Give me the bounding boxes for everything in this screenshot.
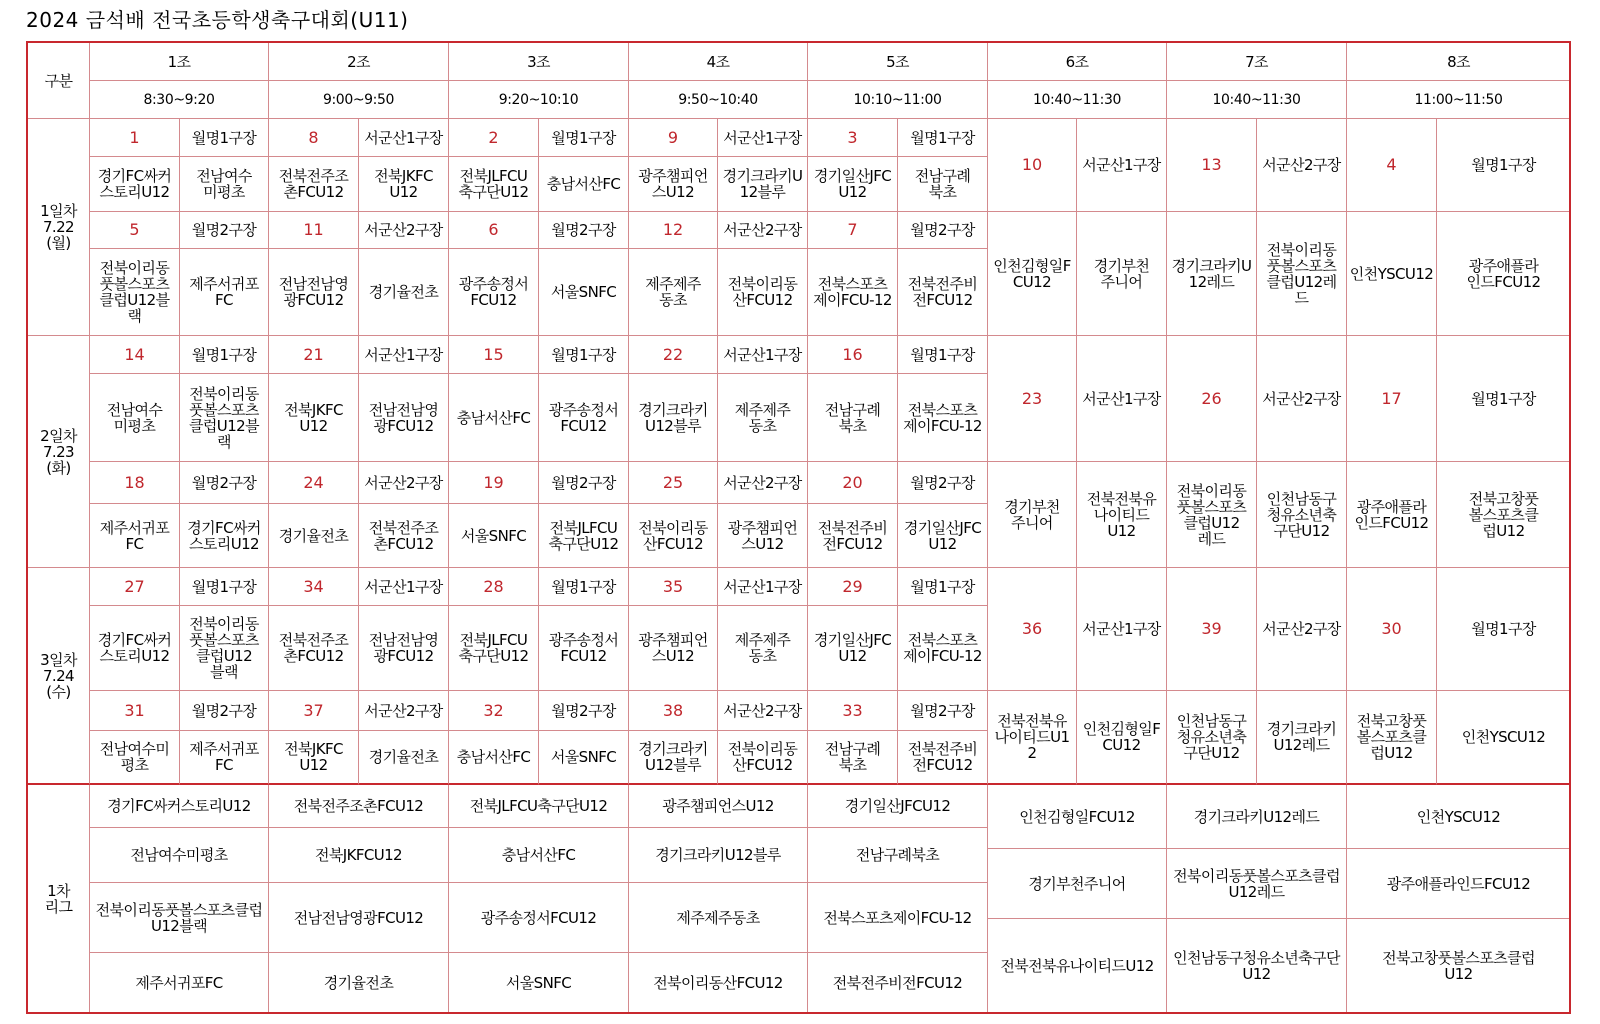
match-number: 22 <box>629 336 718 374</box>
match-number: 13 <box>1167 119 1257 212</box>
home-team: 전남구례 북초 <box>808 731 898 785</box>
away-team: 광주챔피언 스U12 <box>718 504 808 568</box>
league-team: 경기율전초 <box>269 953 449 1014</box>
away-team: 전북이리동 풋볼스포츠 클럽U12레 드 <box>1257 212 1347 336</box>
league-team: 경기FC싸커스토리U12 <box>90 785 269 828</box>
match-venue: 월명1구장 <box>1437 119 1571 212</box>
match-venue: 월명2구장 <box>898 212 988 249</box>
league-team: 인천남동구청유소년축구단 U12 <box>1167 919 1347 1014</box>
page-title: 2024 금석배 전국초등학생축구대회(U11) <box>26 8 409 32</box>
league-team: 전남구례북초 <box>808 828 988 883</box>
home-team: 전남여수 미평초 <box>90 374 180 462</box>
home-team: 경기크라키U 12레드 <box>1167 212 1257 336</box>
home-team: 제주서귀포 FC <box>90 504 180 568</box>
home-team: 전북전주비 전FCU12 <box>808 504 898 568</box>
time-slot: 11:00~11:50 <box>1347 81 1571 119</box>
match-venue: 월명1구장 <box>539 119 629 157</box>
away-team: 전북JLFCU 축구단U12 <box>539 504 629 568</box>
home-team: 광주챔피언 스U12 <box>629 606 718 691</box>
league-team: 전남전남영광FCU12 <box>269 883 449 953</box>
match-number: 4 <box>1347 119 1437 212</box>
away-team: 광주송정서 FCU12 <box>539 374 629 462</box>
home-team: 전북전주조 촌FCU12 <box>269 157 359 212</box>
header-label: 구분 <box>28 43 90 119</box>
home-team: 경기일산JFC U12 <box>808 157 898 212</box>
away-team: 전북전주비 전FCU12 <box>898 249 988 336</box>
match-number: 23 <box>988 336 1077 462</box>
home-team: 제주제주 동초 <box>629 249 718 336</box>
away-team: 인천남동구 청유소년축 구단U12 <box>1257 462 1347 568</box>
away-team: 서울SNFC <box>539 249 629 336</box>
home-team: 충남서산FC <box>449 731 539 785</box>
group-header: 2조 <box>269 43 449 81</box>
away-team: 경기크라키U 12블루 <box>718 157 808 212</box>
league-team: 제주서귀포FC <box>90 953 269 1014</box>
time-slot: 10:10~11:00 <box>808 81 988 119</box>
league-team: 광주애플라인드FCU12 <box>1347 849 1571 919</box>
home-team: 전북전주조 촌FCU12 <box>269 606 359 691</box>
match-number: 28 <box>449 568 539 606</box>
match-number: 6 <box>449 212 539 249</box>
match-venue: 서군산1구장 <box>359 336 449 374</box>
match-venue: 월명1구장 <box>539 336 629 374</box>
away-team: 전북스포츠 제이FCU-12 <box>898 374 988 462</box>
away-team: 경기크라키 U12레드 <box>1257 691 1347 785</box>
match-number: 5 <box>90 212 180 249</box>
match-venue: 월명2구장 <box>180 691 269 731</box>
away-team: 인천김형일F CU12 <box>1077 691 1167 785</box>
match-venue: 월명1구장 <box>1437 336 1571 462</box>
league-team: 전북이리동풋볼스포츠클럽 U12블랙 <box>90 883 269 953</box>
away-team: 충남서산FC <box>539 157 629 212</box>
match-venue: 서군산1구장 <box>718 336 808 374</box>
match-venue: 월명2구장 <box>180 462 269 504</box>
match-number: 35 <box>629 568 718 606</box>
home-team: 경기FC싸커 스토리U12 <box>90 157 180 212</box>
time-slot: 10:40~11:30 <box>1167 81 1347 119</box>
match-venue: 월명1구장 <box>180 119 269 157</box>
match-venue: 서군산1구장 <box>1077 568 1167 691</box>
match-number: 37 <box>269 691 359 731</box>
day-label: 1일차 7.22 (월) <box>28 119 90 336</box>
match-venue: 서군산2구장 <box>1257 336 1347 462</box>
league-team: 전북고창풋볼스포츠클럽 U12 <box>1347 919 1571 1014</box>
league-team: 광주챔피언스U12 <box>629 785 808 828</box>
time-slot: 9:50~10:40 <box>629 81 808 119</box>
match-venue: 서군산2구장 <box>359 462 449 504</box>
league-team: 경기부천주니어 <box>988 849 1167 919</box>
match-number: 20 <box>808 462 898 504</box>
match-venue: 서군산2구장 <box>1257 119 1347 212</box>
away-team: 전북고창풋 볼스포츠클 럽U12 <box>1437 462 1571 568</box>
match-number: 14 <box>90 336 180 374</box>
match-venue: 월명2구장 <box>539 212 629 249</box>
away-team: 경기FC싸커 스토리U12 <box>180 504 269 568</box>
match-venue: 서군산2구장 <box>359 691 449 731</box>
league-label: 1차 리그 <box>28 785 90 1014</box>
home-team: 충남서산FC <box>449 374 539 462</box>
league-team: 전북전주조촌FCU12 <box>269 785 449 828</box>
match-number: 38 <box>629 691 718 731</box>
home-team: 전남여수미 평초 <box>90 731 180 785</box>
league-team: 충남서산FC <box>449 828 629 883</box>
match-venue: 서군산2구장 <box>718 212 808 249</box>
match-venue: 월명2구장 <box>898 691 988 731</box>
league-team: 전북전주비전FCU12 <box>808 953 988 1014</box>
away-team: 광주애플라 인드FCU12 <box>1437 212 1571 336</box>
match-number: 32 <box>449 691 539 731</box>
match-number: 10 <box>988 119 1077 212</box>
match-venue: 서군산2구장 <box>1257 568 1347 691</box>
match-venue: 월명2구장 <box>180 212 269 249</box>
match-venue: 서군산1구장 <box>718 568 808 606</box>
home-team: 인천남동구 청유소년축 구단U12 <box>1167 691 1257 785</box>
match-venue: 서군산2구장 <box>359 212 449 249</box>
away-team: 전남전남영 광FCU12 <box>359 606 449 691</box>
home-team: 경기부천 주니어 <box>988 462 1077 568</box>
home-team: 광주애플라 인드FCU12 <box>1347 462 1437 568</box>
time-slot: 9:20~10:10 <box>449 81 629 119</box>
league-team: 경기일산JFCU12 <box>808 785 988 828</box>
match-number: 8 <box>269 119 359 157</box>
match-venue: 서군산1구장 <box>359 119 449 157</box>
home-team: 경기크라키 U12블루 <box>629 374 718 462</box>
league-team: 제주제주동초 <box>629 883 808 953</box>
away-team: 전남전남영 광FCU12 <box>359 374 449 462</box>
away-team: 제주서귀포 FC <box>180 731 269 785</box>
match-venue: 월명2구장 <box>539 462 629 504</box>
match-venue: 월명2구장 <box>898 462 988 504</box>
group-header: 1조 <box>90 43 269 81</box>
away-team: 전북이리동 산FCU12 <box>718 249 808 336</box>
match-number: 39 <box>1167 568 1257 691</box>
group-header: 6조 <box>988 43 1167 81</box>
away-team: 경기율전초 <box>359 731 449 785</box>
away-team: 서울SNFC <box>539 731 629 785</box>
match-number: 36 <box>988 568 1077 691</box>
home-team: 전남구례 북초 <box>808 374 898 462</box>
match-venue: 서군산2구장 <box>718 462 808 504</box>
home-team: 전북JKFC U12 <box>269 731 359 785</box>
group-header: 4조 <box>629 43 808 81</box>
league-team: 전북이리동산FCU12 <box>629 953 808 1014</box>
away-team: 제주제주 동초 <box>718 374 808 462</box>
away-team: 전북이리동 풋볼스포츠 클럽U12블 랙 <box>180 374 269 462</box>
match-number: 24 <box>269 462 359 504</box>
home-team: 전북스포츠 제이FCU-12 <box>808 249 898 336</box>
match-number: 3 <box>808 119 898 157</box>
schedule-table <box>26 41 1571 1014</box>
away-team: 전북이리동 산FCU12 <box>718 731 808 785</box>
away-team: 광주송정서 FCU12 <box>539 606 629 691</box>
match-number: 9 <box>629 119 718 157</box>
match-venue: 서군산1구장 <box>718 119 808 157</box>
league-team: 경기크라키U12블루 <box>629 828 808 883</box>
match-number: 26 <box>1167 336 1257 462</box>
home-team: 서울SNFC <box>449 504 539 568</box>
home-team: 전북이리동 풋볼스포츠 클럽U12블 랙 <box>90 249 180 336</box>
group-header: 5조 <box>808 43 988 81</box>
home-team: 전북고창풋 볼스포츠클 럽U12 <box>1347 691 1437 785</box>
home-team: 인천김형일F CU12 <box>988 212 1077 336</box>
match-number: 33 <box>808 691 898 731</box>
match-number: 30 <box>1347 568 1437 691</box>
away-team: 전북전주비 전FCU12 <box>898 731 988 785</box>
home-team: 인천YSCU12 <box>1347 212 1437 336</box>
match-number: 12 <box>629 212 718 249</box>
match-venue: 월명1구장 <box>1437 568 1571 691</box>
league-team: 전북스포츠제이FCU-12 <box>808 883 988 953</box>
match-number: 27 <box>90 568 180 606</box>
match-number: 25 <box>629 462 718 504</box>
match-venue: 월명1구장 <box>898 119 988 157</box>
home-team: 경기일산JFC U12 <box>808 606 898 691</box>
home-team: 전북이리동 풋볼스포츠 클럽U12 레드 <box>1167 462 1257 568</box>
away-team: 인천YSCU12 <box>1437 691 1571 785</box>
match-number: 2 <box>449 119 539 157</box>
away-team: 전북JKFC U12 <box>359 157 449 212</box>
match-number: 21 <box>269 336 359 374</box>
home-team: 전남전남영 광FCU12 <box>269 249 359 336</box>
away-team: 전북전북유 나이티드 U12 <box>1077 462 1167 568</box>
time-slot: 8:30~9:20 <box>90 81 269 119</box>
day-label: 3일차 7.24 (수) <box>28 568 90 785</box>
match-number: 11 <box>269 212 359 249</box>
match-number: 29 <box>808 568 898 606</box>
match-venue: 월명1구장 <box>898 336 988 374</box>
match-number: 1 <box>90 119 180 157</box>
home-team: 전북이리동 산FCU12 <box>629 504 718 568</box>
match-venue: 서군산2구장 <box>718 691 808 731</box>
match-number: 17 <box>1347 336 1437 462</box>
home-team: 광주챔피언 스U12 <box>629 157 718 212</box>
league-team: 인천김형일FCU12 <box>988 785 1167 849</box>
league-team: 전북JKFCU12 <box>269 828 449 883</box>
group-header: 7조 <box>1167 43 1347 81</box>
day-label: 2일차 7.23 (화) <box>28 336 90 568</box>
away-team: 경기일산JFC U12 <box>898 504 988 568</box>
league-team: 서울SNFC <box>449 953 629 1014</box>
match-venue: 월명1구장 <box>180 336 269 374</box>
league-team: 전남여수미평초 <box>90 828 269 883</box>
league-team: 경기크라키U12레드 <box>1167 785 1347 849</box>
match-number: 19 <box>449 462 539 504</box>
league-team: 전북이리동풋볼스포츠클럽 U12레드 <box>1167 849 1347 919</box>
match-venue: 월명2구장 <box>539 691 629 731</box>
away-team: 전북스포츠 제이FCU-12 <box>898 606 988 691</box>
away-team: 전남여수 미평초 <box>180 157 269 212</box>
away-team: 전북이리동 풋볼스포츠 클럽U12 블랙 <box>180 606 269 691</box>
away-team: 제주서귀포 FC <box>180 249 269 336</box>
away-team: 전북전주조 촌FCU12 <box>359 504 449 568</box>
away-team: 경기부천 주니어 <box>1077 212 1167 336</box>
match-venue: 월명1구장 <box>898 568 988 606</box>
group-header: 8조 <box>1347 43 1571 81</box>
match-number: 16 <box>808 336 898 374</box>
home-team: 경기FC싸커 스토리U12 <box>90 606 180 691</box>
match-number: 7 <box>808 212 898 249</box>
match-number: 34 <box>269 568 359 606</box>
home-team: 전북JKFC U12 <box>269 374 359 462</box>
home-team: 경기크라키 U12블루 <box>629 731 718 785</box>
home-team: 전북JLFCU 축구단U12 <box>449 157 539 212</box>
match-venue: 서군산1구장 <box>1077 119 1167 212</box>
group-header: 3조 <box>449 43 629 81</box>
time-slot: 9:00~9:50 <box>269 81 449 119</box>
match-venue: 월명1구장 <box>180 568 269 606</box>
away-team: 전남구례 북초 <box>898 157 988 212</box>
league-team: 전북전북유나이티드U12 <box>988 919 1167 1014</box>
match-venue: 월명1구장 <box>539 568 629 606</box>
home-team: 경기율전초 <box>269 504 359 568</box>
match-number: 31 <box>90 691 180 731</box>
away-team: 경기율전초 <box>359 249 449 336</box>
league-team: 인천YSCU12 <box>1347 785 1571 849</box>
match-number: 15 <box>449 336 539 374</box>
match-number: 18 <box>90 462 180 504</box>
time-slot: 10:40~11:30 <box>988 81 1167 119</box>
home-team: 광주송정서 FCU12 <box>449 249 539 336</box>
home-team: 전북JLFCU 축구단U12 <box>449 606 539 691</box>
match-venue: 서군산1구장 <box>359 568 449 606</box>
league-team: 광주송정서FCU12 <box>449 883 629 953</box>
away-team: 제주제주 동초 <box>718 606 808 691</box>
home-team: 전북전북유 나이티드U1 2 <box>988 691 1077 785</box>
league-team: 전북JLFCU축구단U12 <box>449 785 629 828</box>
match-venue: 서군산1구장 <box>1077 336 1167 462</box>
